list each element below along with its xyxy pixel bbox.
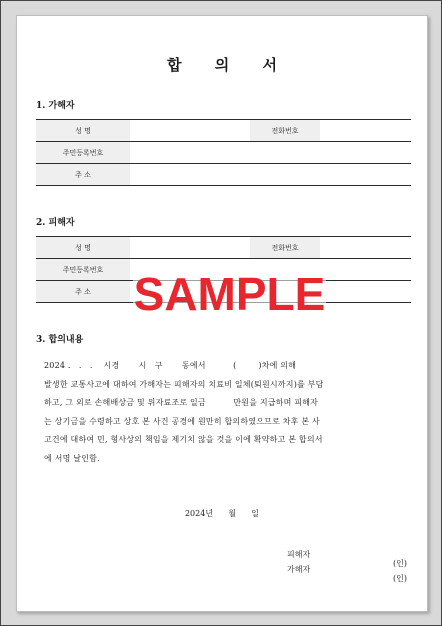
seal-mark: (인)	[393, 559, 407, 568]
signature-line-offender	[287, 555, 407, 591]
address-value	[130, 164, 411, 186]
phone-value	[320, 237, 411, 259]
body-line: 에 서명 날인함.	[44, 453, 100, 463]
signature-role: 가해자	[287, 565, 311, 574]
offender-table	[36, 119, 411, 186]
name-value	[130, 120, 250, 142]
table-row	[36, 142, 411, 164]
document-title: 합 의 서	[167, 56, 291, 74]
address-label: 주 소	[36, 281, 130, 303]
name-label: 성 명	[36, 120, 130, 142]
name-value	[130, 237, 250, 259]
body-line: 하고, 그 외로 손해배상금 및 위자료조로 일금 만원을 지급하며 피해자	[44, 398, 319, 407]
signature-role: 피해자	[287, 550, 311, 559]
table-row	[36, 120, 411, 142]
address-label: 주 소	[36, 164, 130, 186]
rrn-label: 주민등록번호	[36, 142, 130, 164]
section-heading-agreement: 3. 합의내용	[36, 335, 84, 345]
phone-label: 전화번호	[250, 120, 320, 142]
body-line: 고건에 대하여 민, 형사상의 책임을 제기치 않을 것을 이에 확약하고 본 합의서	[44, 435, 323, 444]
body-line: 2024 . . . 시경 시 구 동에서 ( )차에 의해	[44, 361, 297, 370]
section-heading-victim: 2. 피해자	[36, 218, 75, 228]
phone-label: 전화번호	[250, 237, 320, 259]
section-heading-offender: 1. 가해자	[36, 101, 75, 111]
name-label: 성 명	[36, 237, 130, 259]
sample-watermark: SAMPLE	[133, 268, 326, 320]
document-page	[16, 15, 428, 612]
agreement-body	[44, 357, 407, 468]
agreement-date: 2024년 월 일	[184, 509, 260, 518]
table-row	[36, 237, 411, 259]
seal-mark: (인)	[393, 574, 407, 583]
body-line: 는 상기금을 수령하고 상호 본 사건 공경에 원만히 합의하였으므로 차후 본 사	[44, 416, 320, 426]
body-line: 발생한 교통사고에 대하여 가해자는 피해자의 치료비 일체(퇴원시까지)를 부담	[44, 379, 324, 389]
table-row	[36, 164, 411, 186]
phone-value	[320, 120, 411, 142]
rrn-value	[130, 142, 411, 164]
rrn-label: 주민등록번호	[36, 259, 130, 281]
